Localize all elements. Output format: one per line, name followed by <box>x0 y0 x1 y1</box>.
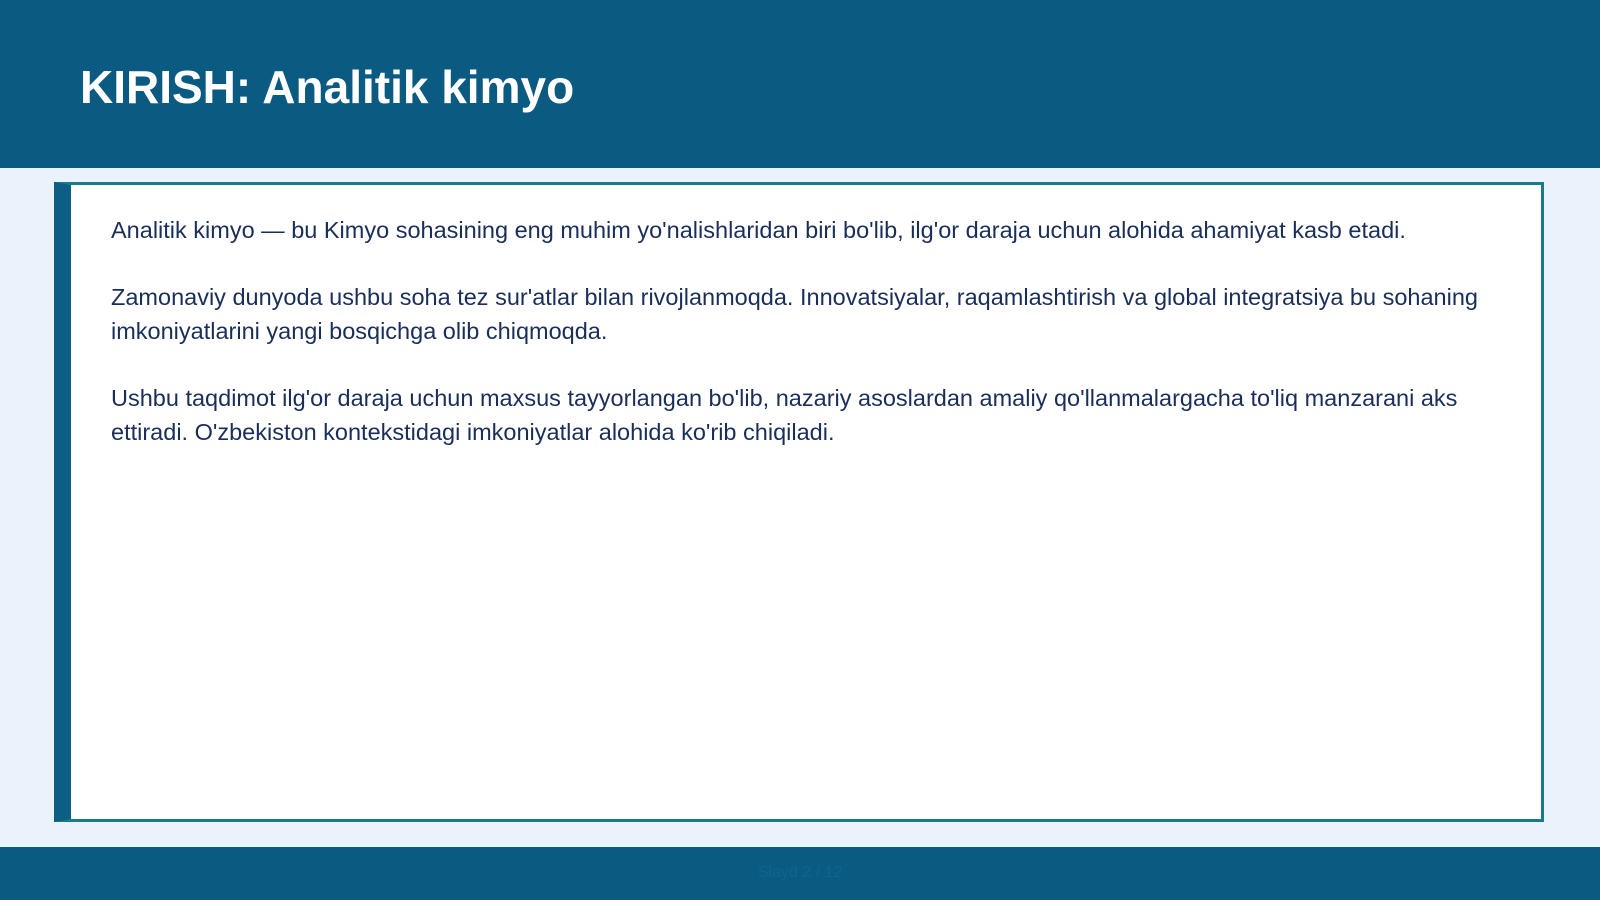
paragraph-2: Zamonaviy dunyoda ushbu soha tez sur'atlar bilan rivojlanmoqda. Innovatsiyalar, raqamlashtirish va global integratsiya bu sohaning imkoniyatlarini yangi bosqichga olib chiqmoqda. <box>111 284 1478 344</box>
paragraph-1: Analitik kimyo — bu Kimyo sohasining eng muhim yo'nalishlaridan biri bo'lib, ilg'or daraja uchun alohida ahamiyat kasb etadi. <box>111 217 1406 243</box>
slide-title: KIRISH: Analitik kimyo <box>80 61 575 113</box>
footer-bar <box>0 847 1600 900</box>
paragraph-3: Ushbu taqdimot ilg'or daraja uchun maxsus tayyorlangan bo'lib, nazariy asoslardan amaliy qo'llanmalargacha to'liq manzarani aks ettiradi. O'zbekiston kontekstidagi imkoniyatlar alohida ko'rib chiqiladi. <box>111 385 1458 445</box>
body-text <box>111 213 1511 482</box>
content-box <box>54 182 1544 822</box>
header-bar <box>0 0 1600 168</box>
slide-number: Slayd 2 / 12 <box>757 864 843 881</box>
